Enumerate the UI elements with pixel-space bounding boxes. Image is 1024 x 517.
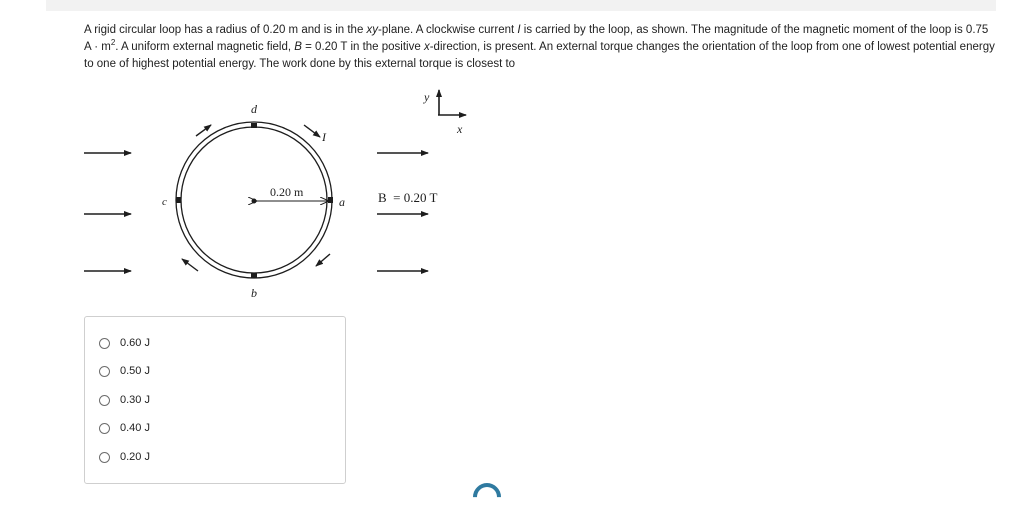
center-dot [252,199,257,204]
answer-option[interactable] [99,333,150,353]
label-a: a [339,195,345,209]
answer-label: 0.20 J [120,451,150,463]
radio-button[interactable] [99,395,110,406]
label-c: c [162,196,167,208]
current-arrow-top-right [304,125,320,137]
answer-label: 0.40 J [120,422,150,434]
answer-label: 0.50 J [120,365,150,377]
marker-a [328,197,333,203]
answer-option[interactable] [99,390,150,410]
current-arrow-bottom-right [316,254,330,266]
current-arrow-top-left [196,125,211,136]
answer-choices-panel [84,316,346,484]
radio-button[interactable] [99,366,110,377]
marker-b [251,273,257,278]
label-d: d [251,102,257,116]
answer-option[interactable] [99,447,150,467]
answer-option[interactable] [99,418,150,438]
radio-button[interactable] [99,452,110,463]
field-label: B = 0.20 T [378,190,438,205]
marker-c [176,197,181,203]
radio-button[interactable] [99,423,110,434]
radius-label: 0.20 m [270,185,304,199]
answer-label: 0.30 J [120,394,150,406]
radio-button[interactable] [99,338,110,349]
answer-label: 0.60 J [120,337,150,349]
axis-x-label: x [457,122,463,136]
question-text: A rigid circular loop has a radius of 0.20 m and is in the xy-plane. A clockwise current I is carried by the loop, as shown. The magnitude of the magnetic moment of the loop is 0.75 $A \cdot m^2$. A uniform external magnetic field, B = 0.20 T in the positive x-direction, is present. An external torque changes the orientation of the loop from one of lowest potential energy to one of highest potential energy. The work done by this external torque is closest to [84,24,995,70]
axis-y-label: y [424,90,430,104]
current-arrow-bottom-left [182,259,198,271]
answer-option[interactable] [99,361,150,381]
label-b: b [251,286,257,300]
label-current: I [322,130,326,144]
marker-d [251,123,257,128]
